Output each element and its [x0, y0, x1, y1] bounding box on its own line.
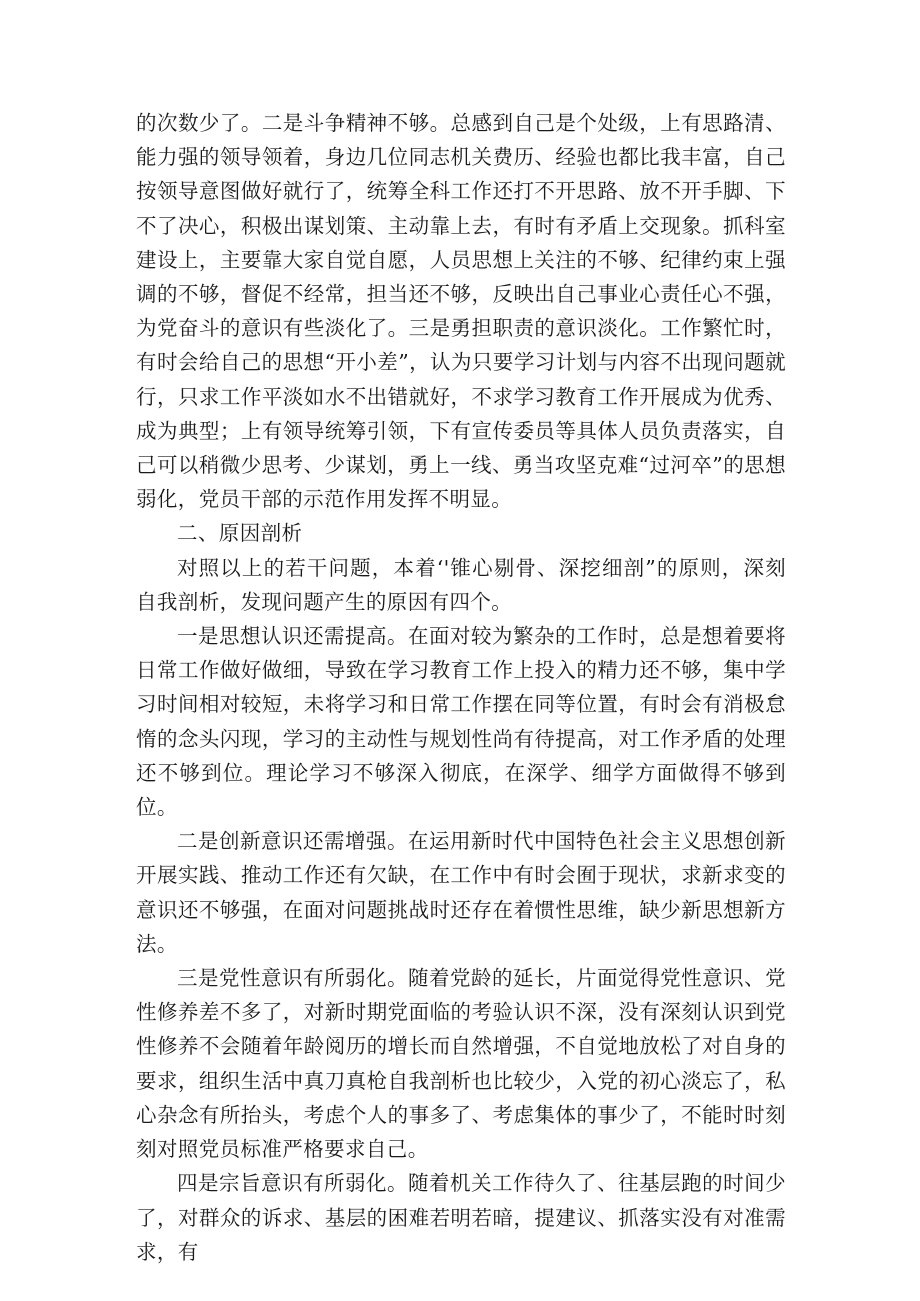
- body-paragraph-continued: 的次数少了。二是斗争精神不够。总感到自己是个处级，上有思路清、能力强的领导领着，身边几位同志机关费历、经验也都比我丰富，自己按领导意图做好就行了，统筹全科工作还打不开思路、放不开手脚、下不了决心，积极出谋划策、主动靠上去，有时有矛盾上交现象。抓科室建设上，主要靠大家自觉自愿，人员思想上关注的不够、纪律约束上强调的不够，督促不经常，担当还不够，反映出自己事业心责任心不强，为党奋斗的意识有些淡化了。三是勇担职责的意识淡化。工作繁忙时，有时会给自己的思想“开小差”，认为只要学习计划与内容不出现问题就行，只求工作平淡如水不出错就好，不求学习教育工作开展成为优秀、成为典型；上有领导统筹引领，下有宣传委员等具体人员负责落实，自己可以稍微少思考、少谋划，勇上一线、勇当攻坚克难“过河卒”的思想弱化，党员干部的示范作用发挥不明显。: [136, 111, 786, 512]
- document-page: [136, 106, 786, 1269]
- body-paragraph-cause-1: 一是思想认识还需提高。在面对较为繁杂的工作时，总是想着要将日常工作做好做细，导致在学习教育工作上投入的精力还不够，集中学习时间相对较短，未将学习和日常工作摆在同等位置，有时会有消极怠惰的念头闪现，学习的主动性与规划性尚有待提高，对工作矛盾的处理还不够到位。理论学习不够深入彻底，在深学、细学方面做得不够到位。: [136, 624, 786, 820]
- body-paragraph-cause-2: 二是创新意识还需增强。在运用新时代中国特色社会主义思想创新开展实践、推动工作还有欠缺，在工作中有时会囿于现状，求新求变的意识还不够强，在面对问题挑战时还存在着惯性思维，缺少新思想新方法。: [136, 829, 786, 956]
- section-heading-cause-analysis: 二、原因剖析: [177, 521, 303, 546]
- body-paragraph-intro: 对照以上的若干问题，本着‘'锥心剔骨、深挖细剖”的原则，深刻自我剖析，发现问题产生的原因有四个。: [136, 555, 786, 614]
- body-paragraph-cause-4: 四是宗旨意识有所弱化。随着机关工作待久了、往基层跑的时间少了，对群众的诉求、基层的困难若明若暗，提建议、抓落实没有对准需求，有: [136, 1171, 786, 1264]
- body-paragraph-cause-3: 三是党性意识有所弱化。随着党龄的延长，片面觉得党性意识、党性修养差不多了，对新时期党面临的考验认识不深，没有深刻认识到党性修养不会随着年龄阅历的增长而自然增强，不自觉地放松了对自身的要求，组织生活中真刀真枪自我剖析也比较少，入党的初心淡忘了，私心杂念有所抬头，考虑个人的事多了、考虑集体的事少了，不能时时刻刻对照党员标准严格要求自己。: [136, 966, 786, 1162]
